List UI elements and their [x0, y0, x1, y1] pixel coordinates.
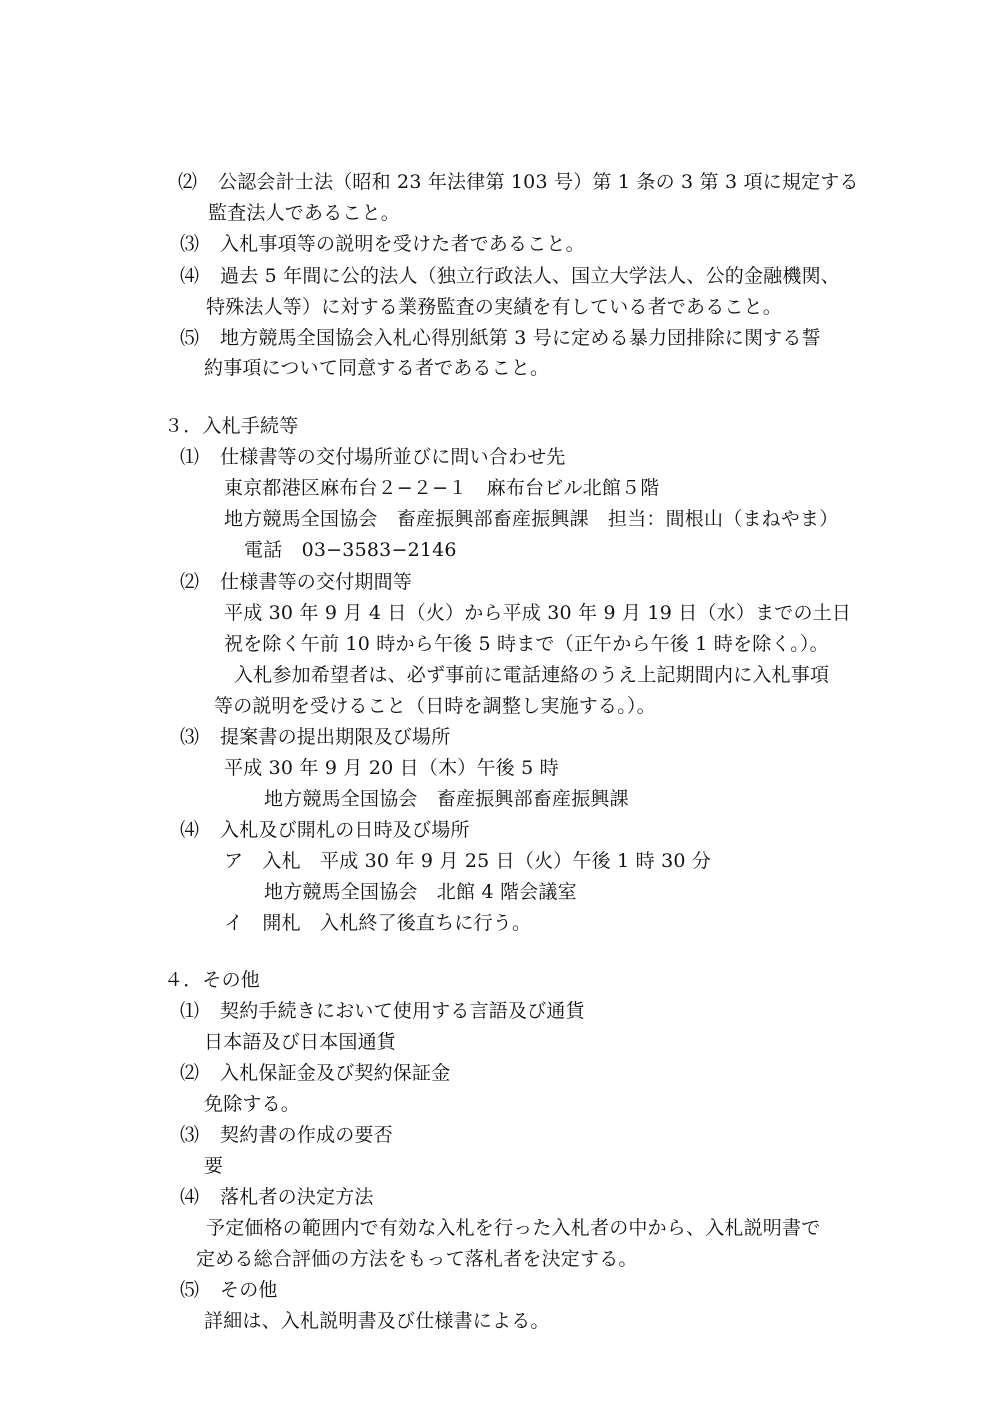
item-title: 仕様書等の交付期間等	[220, 571, 413, 593]
other-details: 詳細は、入札説明書及び仕様書による。	[204, 1310, 550, 1332]
item-title: 契約書の作成の要否	[220, 1124, 393, 1146]
section-4-item-3	[180, 1123, 393, 1147]
eligibility-item-5-cont: 約事項について同意する者であること。	[204, 357, 550, 379]
section-4-item-2	[180, 1061, 450, 1085]
section-4-item-5	[180, 1278, 278, 1302]
eligibility-item-4-cont: 特殊法人等）に対する業務監査の実績を有している者であること。	[206, 296, 783, 318]
section-3-item-2	[180, 570, 412, 594]
section-4-heading: ４．その他	[164, 969, 261, 991]
item-number: ⑵	[180, 1062, 200, 1084]
item-number: ⑷	[180, 1186, 200, 1208]
item-number: ⑵	[178, 171, 198, 193]
eligibility-item-4	[180, 264, 840, 288]
proposal-deadline: 平成 30 年 9 月 20 日（木）午後 5 時	[224, 757, 559, 779]
item-title: 入札保証金及び契約保証金	[220, 1062, 451, 1084]
item-title: 契約手続きにおいて使用する言語及び通貨	[220, 1000, 585, 1022]
section-3-item-3	[180, 725, 450, 749]
item-title: その他	[220, 1279, 278, 1301]
item-number: ⑷	[180, 819, 200, 841]
item-text: 過去 5 年間に公的法人（独立行政法人、国立大学法人、公的金融機関、	[220, 265, 840, 287]
contact-phone: 電話 03−3583−2146	[244, 539, 457, 561]
award-method-line-2: 定める総合評価の方法をもって落札者を決定する。	[196, 1248, 638, 1270]
item-number: ⑵	[180, 571, 200, 593]
item-title: 提案書の提出期限及び場所	[220, 726, 451, 748]
contact-address: 東京都港区麻布台２−２−１ 麻布台ビル北館５階	[224, 477, 660, 499]
distribution-period-line-1: 平成 30 年 9 月 4 日（火）から平成 30 年 9 月 19 日（水）までの土日	[224, 602, 852, 624]
section-3-item-4	[180, 818, 470, 842]
section-4-item-1	[180, 999, 585, 1023]
eligibility-item-3	[180, 232, 585, 256]
distribution-note-line-2: 等の説明を受けること（日時を調整し実施する。）。	[214, 695, 656, 717]
item-text: 入札事項等の説明を受けた者であること。	[220, 233, 585, 255]
eligibility-item-2-cont: 監査法人であること。	[208, 202, 401, 224]
language-currency: 日本語及び日本国通貨	[204, 1031, 397, 1053]
eligibility-item-2	[178, 170, 859, 194]
deposit-exemption: 免除する。	[204, 1093, 301, 1115]
item-number: ⑸	[180, 327, 200, 349]
item-text: 地方競馬全国協会入札心得別紙第 3 号に定める暴力団排除に関する誓	[220, 327, 821, 349]
distribution-period-line-2: 祝を除く午前 10 時から午後 5 時まで（正午から午後 1 時を除く。）。	[224, 633, 829, 655]
proposal-place: 地方競馬全国協会 畜産振興部畜産振興課	[264, 788, 629, 810]
bidding-datetime: ア 入札 平成 30 年 9 月 25 日（火）午後 1 時 30 分	[224, 850, 712, 872]
section-3-item-1	[180, 445, 566, 469]
section-3-heading: ３．入札手続等	[164, 415, 299, 437]
item-number: ⑸	[180, 1279, 200, 1301]
item-title: 入札及び開札の日時及び場所	[220, 819, 470, 841]
item-number: ⑷	[180, 265, 200, 287]
distribution-note-line-1: 入札参加希望者は、必ず事前に電話連絡のうえ上記期間内に入札事項	[234, 664, 830, 686]
item-title: 落札者の決定方法	[220, 1186, 374, 1208]
item-number: ⑴	[180, 1000, 200, 1022]
item-number: ⑶	[180, 1124, 200, 1146]
item-text: 公認会計士法（昭和 23 年法律第 103 号）第 1 条の 3 第 3 項に規定する	[218, 171, 859, 193]
item-title: 仕様書等の交付場所並びに問い合わせ先	[220, 446, 566, 468]
item-number: ⑶	[180, 233, 200, 255]
award-method-line-1: 予定価格の範囲内で有効な入札を行った入札者の中から、入札説明書で	[206, 1217, 821, 1239]
section-4-item-4	[180, 1185, 374, 1209]
contact-organization: 地方競馬全国協会 畜産振興部畜産振興課 担当：間根山（まねやま）	[224, 508, 839, 530]
eligibility-item-5	[180, 326, 821, 350]
item-number: ⑴	[180, 446, 200, 468]
item-number: ⑶	[180, 726, 200, 748]
bid-opening: イ 開札 入札終了後直ちに行う。	[224, 912, 532, 934]
contract-required: 要	[204, 1155, 224, 1177]
bidding-place: 地方競馬全国協会 北館 4 階会議室	[264, 881, 577, 903]
